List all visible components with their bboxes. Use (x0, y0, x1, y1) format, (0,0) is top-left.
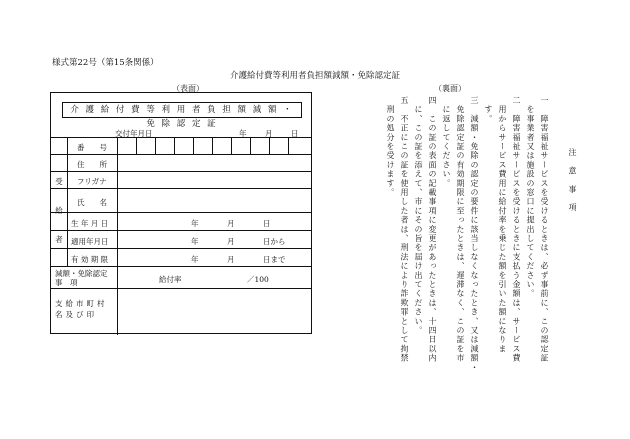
front-side-label: （表面） (172, 84, 204, 93)
note-line-10: に、この証を添えて、市にその旨を届け出てください。 (414, 96, 423, 336)
issuer-label: 支給市町村名及び印 (55, 299, 108, 319)
rate-label: 給付率 (159, 275, 182, 284)
number-label: 番 号 (77, 143, 107, 152)
back-side-label: （裏面） (434, 84, 466, 93)
expiry-day: 日まで (263, 255, 286, 264)
page-title: 介護給付費等利用者負担額減額・免除認定証 (229, 71, 400, 81)
reduction-label: 減額・免除認定 事 項 (55, 269, 115, 287)
certificate-card (50, 92, 312, 334)
note-line-3: 二 障害福祉サービスを受けるときに支払う金額は、サービス費 (512, 96, 521, 363)
birth-month: 月 (227, 219, 235, 228)
name-label: 氏 名 (77, 198, 107, 207)
start-year: 年 (191, 237, 199, 246)
note-line-2: を事業者又は施設の窓口に提出してください。 (526, 96, 535, 299)
notes-heading: 注 意 事 項 (568, 148, 577, 213)
issued-date-label: 交付年月日 (115, 129, 153, 138)
birth-day: 日 (263, 219, 271, 228)
recipient-table (51, 137, 311, 319)
note-line-9: 四 この証の表面の記載事項に変更があったときは、十四日以内 (428, 96, 437, 363)
address-label: 住 所 (77, 160, 107, 169)
note-line-12: 刑の処分を受けます。 (386, 96, 395, 198)
birth-year: 年 (191, 219, 199, 228)
note-line-6: 三 減額・免除の認定の要件に該当しなくなったとき、又は減額・ (470, 96, 479, 372)
notes-panel (340, 96, 580, 372)
recipient-label-3: 者 (55, 235, 63, 244)
note-line-8: に返してください。 (442, 96, 451, 188)
note-line-4: 用からサービス費用に給付率を乗じた額を引いた額になりま (498, 96, 507, 354)
recipient-label-1: 受 (55, 177, 63, 186)
note-line-5: す。 (484, 96, 493, 124)
note-line-1: 一 障害福祉サービスを受けるときは、必ず事前に、この認定証 (540, 96, 549, 363)
start-month: 月 (227, 237, 235, 246)
note-line-11: 五 不正にこの証を使用した者は、刑法により詐欺罪として拘禁 (400, 96, 409, 363)
issued-year: 年 (239, 129, 247, 138)
expiry-month: 月 (227, 255, 235, 264)
recipient-label-2: 給 (55, 206, 63, 215)
issued-month: 月 (265, 129, 273, 138)
start-date-label: 適用年月日 (71, 237, 109, 246)
birth-label: 生 年 月 日 (71, 219, 109, 228)
rate-value: ／100 (247, 275, 269, 284)
issued-day: 日 (291, 129, 299, 138)
furigana-label: フリガナ (77, 177, 107, 186)
form-reference: 様式第22号（第15条関係） (52, 58, 159, 68)
start-day: 日から (263, 237, 286, 246)
expiry-label: 有 効 期 限 (71, 255, 109, 264)
card-title: 介 護 給 付 費 等 利 用 者 負 担 額 減 額 ・ 免 除 認 定 証 (62, 102, 302, 118)
note-line-7: 免除認定証の有効期限に至ったときは、遅滞なく、この証を市 (456, 96, 465, 363)
expiry-year: 年 (191, 255, 199, 264)
